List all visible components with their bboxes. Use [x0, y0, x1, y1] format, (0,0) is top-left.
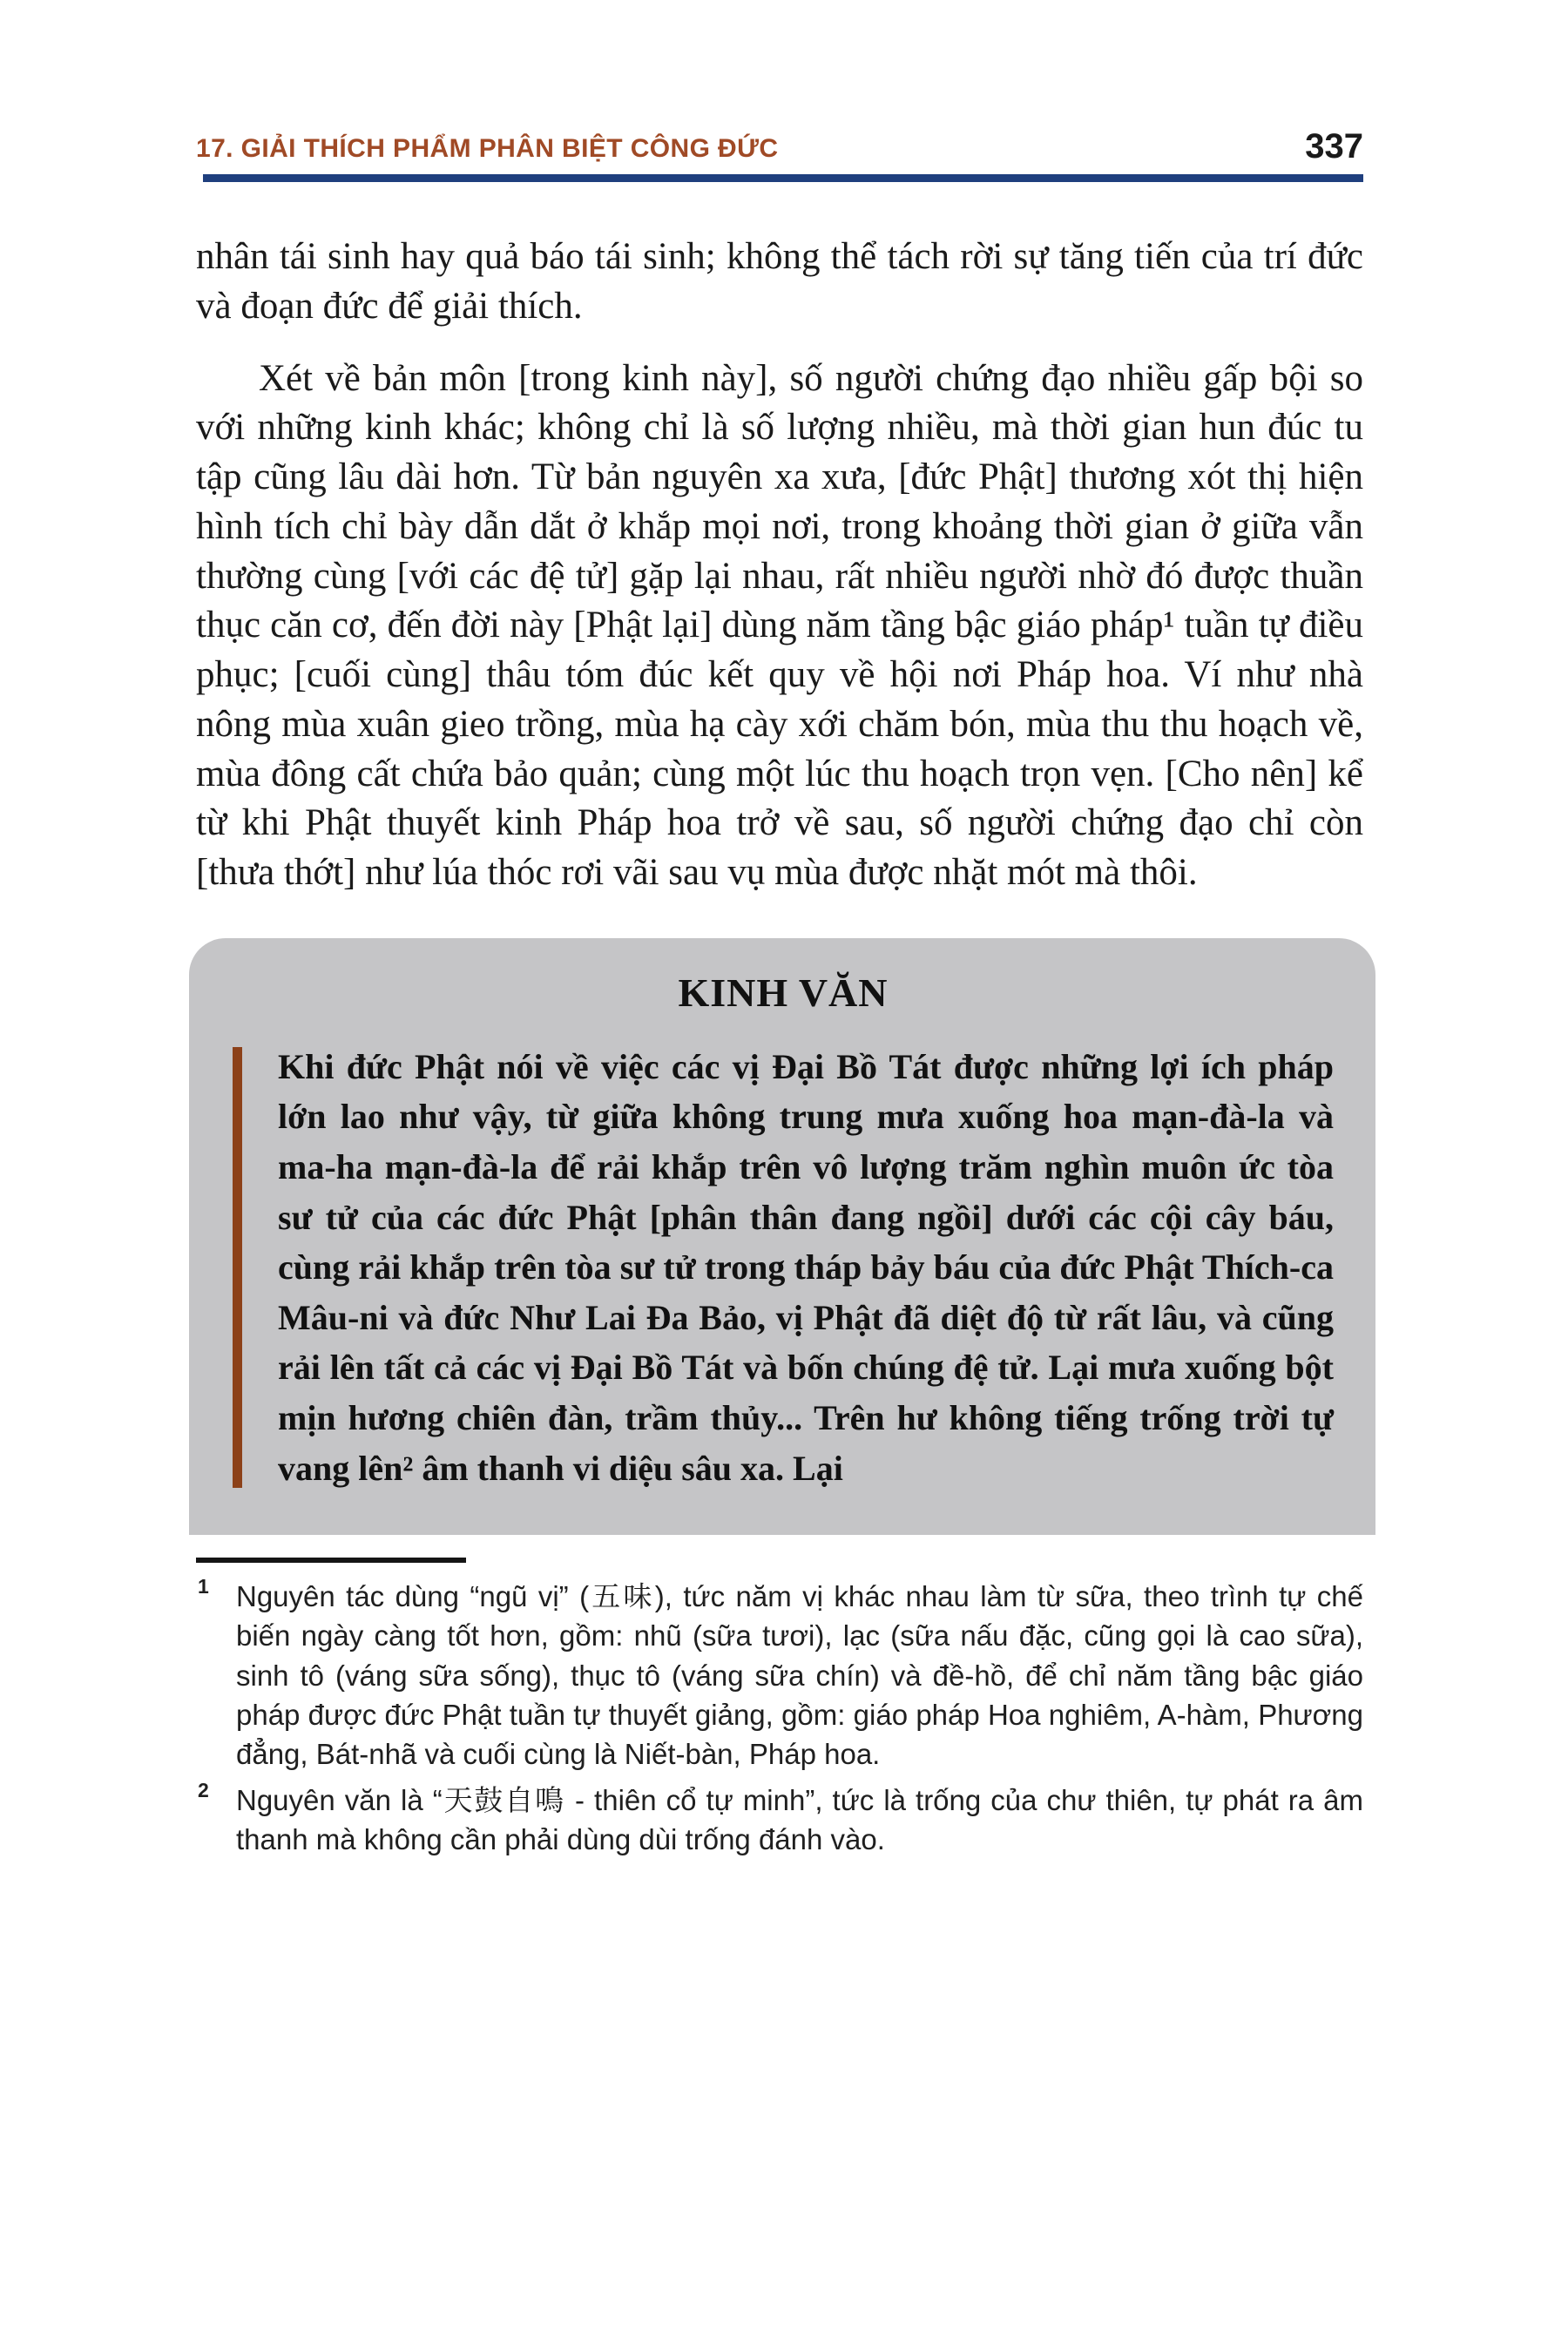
scripture-text: Khi đức Phật nói về việc các vị Đại Bồ Tát được những lợi ích pháp lớn lao như vậy, từ giữa không trung mưa xuống hoa mạn-đà-la và ma-ha mạn-đà-la để rải khắp trên vô lượng trăm nghìn muôn ức tòa sư tử của các đức Phật [phân thân đang ngồi] dưới các cội cây báu, cùng rải khắp trên tòa sư tử trong tháp bảy báu của đức Phật Thích-ca Mâu-ni và đức Như Lai Đa Bảo, vị Phật đã diệt độ từ rất lâu, và cũng rải lên tất cả các vị Đại Bồ Tát và bốn chúng đệ tử. Lại mưa xuống bột mịn hương chiên đàn, trầm thủy... Trên hư không tiếng trống trời tự vang lên² âm thanh vi diệu sâu xa. Lại	[278, 1046, 1334, 1488]
page-number: 337	[1305, 127, 1363, 166]
footnote	[196, 1577, 1363, 1774]
chapter-title: 17. GIẢI THÍCH PHẨM PHÂN BIỆT CÔNG ĐỨC	[196, 134, 779, 163]
scripture-box-title: KINH VĂN	[678, 970, 889, 1015]
scripture-content	[233, 1042, 1334, 1493]
footnote-divider	[196, 1558, 466, 1563]
quote-bar	[233, 1047, 242, 1488]
body-text	[196, 233, 1363, 898]
body-paragraph: nhân tái sinh hay quả báo tái sinh; không thể tách rời sự tăng tiến của trí đức và đoạn đức để giải thích.	[196, 236, 1363, 327]
body-paragraph: Xét về bản môn [trong kinh này], số người chứng đạo nhiều gấp bội so với những kinh khác; không chỉ là số lượng nhiều, mà thời gian hun đúc tu tập cũng lâu dài hơn. Từ bản nguyên xa xưa, [đức Phật] thương xót thị hiện hình tích chỉ bày dẫn dắt ở khắp mọi nơi, trong khoảng thời gian ở giữa vẫn thường cùng [với các đệ tử] gặp lại nhau, rất nhiều người nhờ đó được thuần thục căn cơ, đến đời này [Phật lại] dùng năm tầng bậc giáo pháp¹ tuần tự điều phục; [cuối cùng] thâu tóm đúc kết quy về hội nơi Pháp hoa. Ví như nhà nông mùa xuân gieo trồng, mùa hạ cày xới chăm bón, mùa thu thu hoạch về, mùa đông cất chứa bảo quản; cùng một lúc thu hoạch trọn vẹn. [Cho nên] kể từ khi Phật thuyết kinh Pháp hoa trở về sau, số người chứng đạo chỉ còn [thưa thớt] như lúa thóc rơi vãi sau vụ mùa được nhặt mót mà thôi.	[196, 357, 1363, 893]
scripture-box	[189, 938, 1375, 1535]
footnotes	[196, 1577, 1363, 1859]
header-divider	[203, 174, 1363, 182]
footnote-text: Nguyên tác dùng “ngũ vị” (五味), tức năm vị khác nhau làm từ sữa, theo trình tự chế biến ngày càng tốt hơn, gồm: nhũ (sữa tươi), lạc (sữa nấu đặc, cũng gọi là cao sữa), sinh tô (váng sữa sống), thục tô (váng sữa chín) và đề-hồ, để chỉ năm tầng bậc giáo pháp được đức Phật tuần tự thuyết giảng, gồm: giáo pháp Hoa nghiêm, A-hàm, Phương đẳng, Bát-nhã và cuối cùng là Niết-bàn, Pháp hoa.	[236, 1580, 1363, 1770]
footnote-marker: 1	[198, 1575, 209, 1598]
footnote	[196, 1781, 1363, 1859]
footnote-marker: 2	[198, 1779, 209, 1802]
page-header	[196, 129, 1363, 164]
footnote-text: Nguyên văn là “天鼓自鳴 - thiên cổ tự minh”, tức là trống của chư thiên, tự phát ra âm thanh mà không cần phải dùng dùi trống đánh vào.	[236, 1784, 1363, 1856]
